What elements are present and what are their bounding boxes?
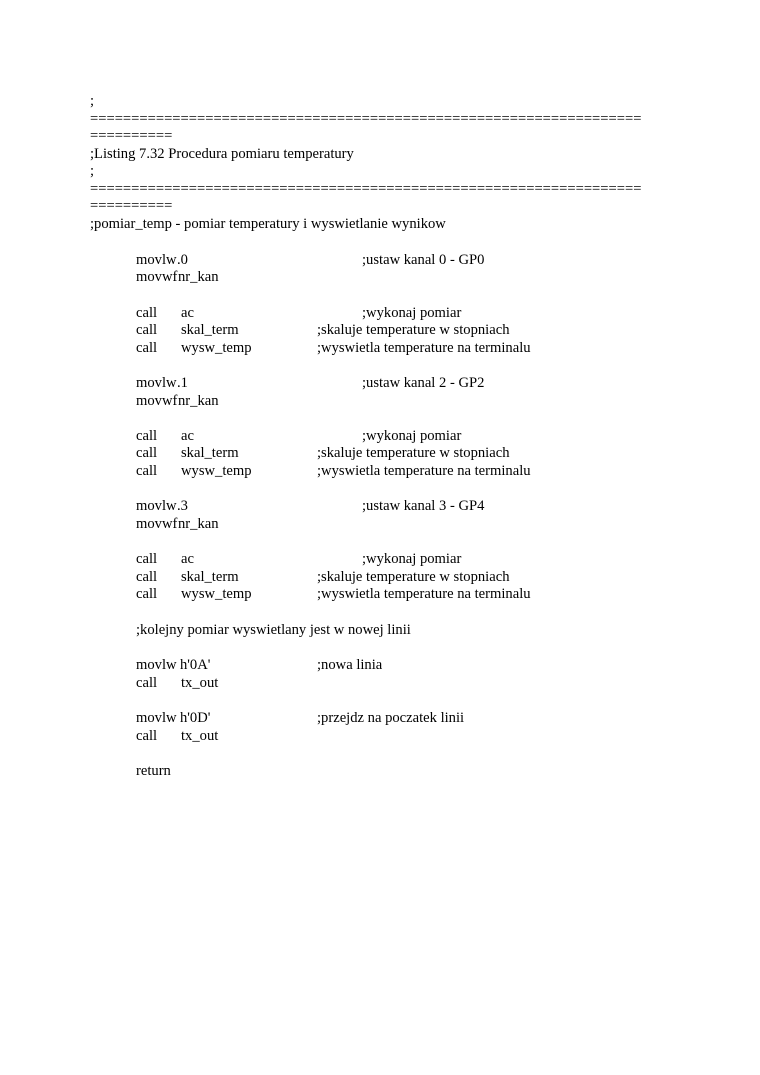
code-instr: movwf	[136, 393, 178, 409]
code-operand: nr_kan	[178, 393, 219, 409]
separator-line: ==========	[90, 198, 173, 214]
code-instr: call	[136, 340, 158, 356]
code-instr: movlw	[136, 498, 177, 514]
code-operand: h'0D'	[180, 710, 211, 726]
code-operand: nr_kan	[178, 516, 219, 532]
code-instr: call	[136, 551, 158, 567]
header-semicolon-top: ;	[90, 93, 95, 109]
code-comment: ;wykonaj pomiar	[362, 428, 462, 444]
code-instr: call	[136, 728, 158, 744]
code-operand: wysw_temp	[181, 340, 252, 356]
code-comment: ;ustaw kanal 0 - GP0	[362, 252, 485, 268]
code-comment: ;ustaw kanal 2 - GP2	[362, 375, 485, 391]
separator-line: ===================================================================	[90, 181, 642, 197]
code-operand: .3	[177, 498, 188, 514]
separator-line: ===================================================================	[90, 111, 642, 127]
code-comment: ;wyswietla temperature na terminalu	[317, 340, 531, 356]
listing-title: ;Listing 7.32 Procedura pomiaru temperatury	[90, 146, 354, 162]
code-instr: movlw	[136, 657, 177, 673]
code-comment: ;wykonaj pomiar	[362, 551, 462, 567]
code-comment: ;skaluje temperature w stopniach	[317, 445, 510, 461]
code-comment: ;skaluje temperature w stopniach	[317, 569, 510, 585]
code-instr: movlw	[136, 252, 177, 268]
code-operand: tx_out	[181, 675, 219, 691]
code-instr: call	[136, 463, 158, 479]
code-comment: ;ustaw kanal 3 - GP4	[362, 498, 485, 514]
code-operand: skal_term	[181, 569, 239, 585]
code-operand: .1	[177, 375, 188, 391]
separator-line: ==========	[90, 128, 173, 144]
code-instr: call	[136, 322, 158, 338]
code-comment: ;wykonaj pomiar	[362, 305, 462, 321]
code-comment: ;wyswietla temperature na terminalu	[317, 463, 531, 479]
code-comment: ;nowa linia	[317, 657, 383, 673]
code-operand: wysw_temp	[181, 586, 252, 602]
code-instr: call	[136, 586, 158, 602]
code-comment: ;przejdz na poczatek linii	[317, 710, 465, 726]
code-instr: call	[136, 428, 158, 444]
code-operand: ac	[181, 305, 194, 321]
header-semicolon-mid: ;	[90, 163, 95, 179]
code-instr: movwf	[136, 516, 178, 532]
code-instr: movwf	[136, 269, 178, 285]
code-instr: call	[136, 569, 158, 585]
code-comment: ;skaluje temperature w stopniach	[317, 322, 510, 338]
code-operand: h'0A'	[180, 657, 211, 673]
code-operand: wysw_temp	[181, 463, 252, 479]
code-operand: ac	[181, 428, 194, 444]
code-operand: skal_term	[181, 322, 239, 338]
code-operand: skal_term	[181, 445, 239, 461]
code-instr: movlw	[136, 375, 177, 391]
code-instr: call	[136, 675, 158, 691]
inline-comment: ;kolejny pomiar wyswietlany jest w nowej linii	[136, 622, 411, 638]
code-operand: ac	[181, 551, 194, 567]
procedure-description: ;pomiar_temp - pomiar temperatury i wyswietlanie wynikow	[90, 216, 446, 232]
code-comment: ;wyswietla temperature na terminalu	[317, 586, 531, 602]
code-operand: nr_kan	[178, 269, 219, 285]
code-instr: movlw	[136, 710, 177, 726]
code-operand: .0	[177, 252, 188, 268]
code-operand: tx_out	[181, 728, 219, 744]
return-instr: return	[136, 763, 171, 779]
code-instr: call	[136, 445, 158, 461]
code-instr: call	[136, 305, 158, 321]
